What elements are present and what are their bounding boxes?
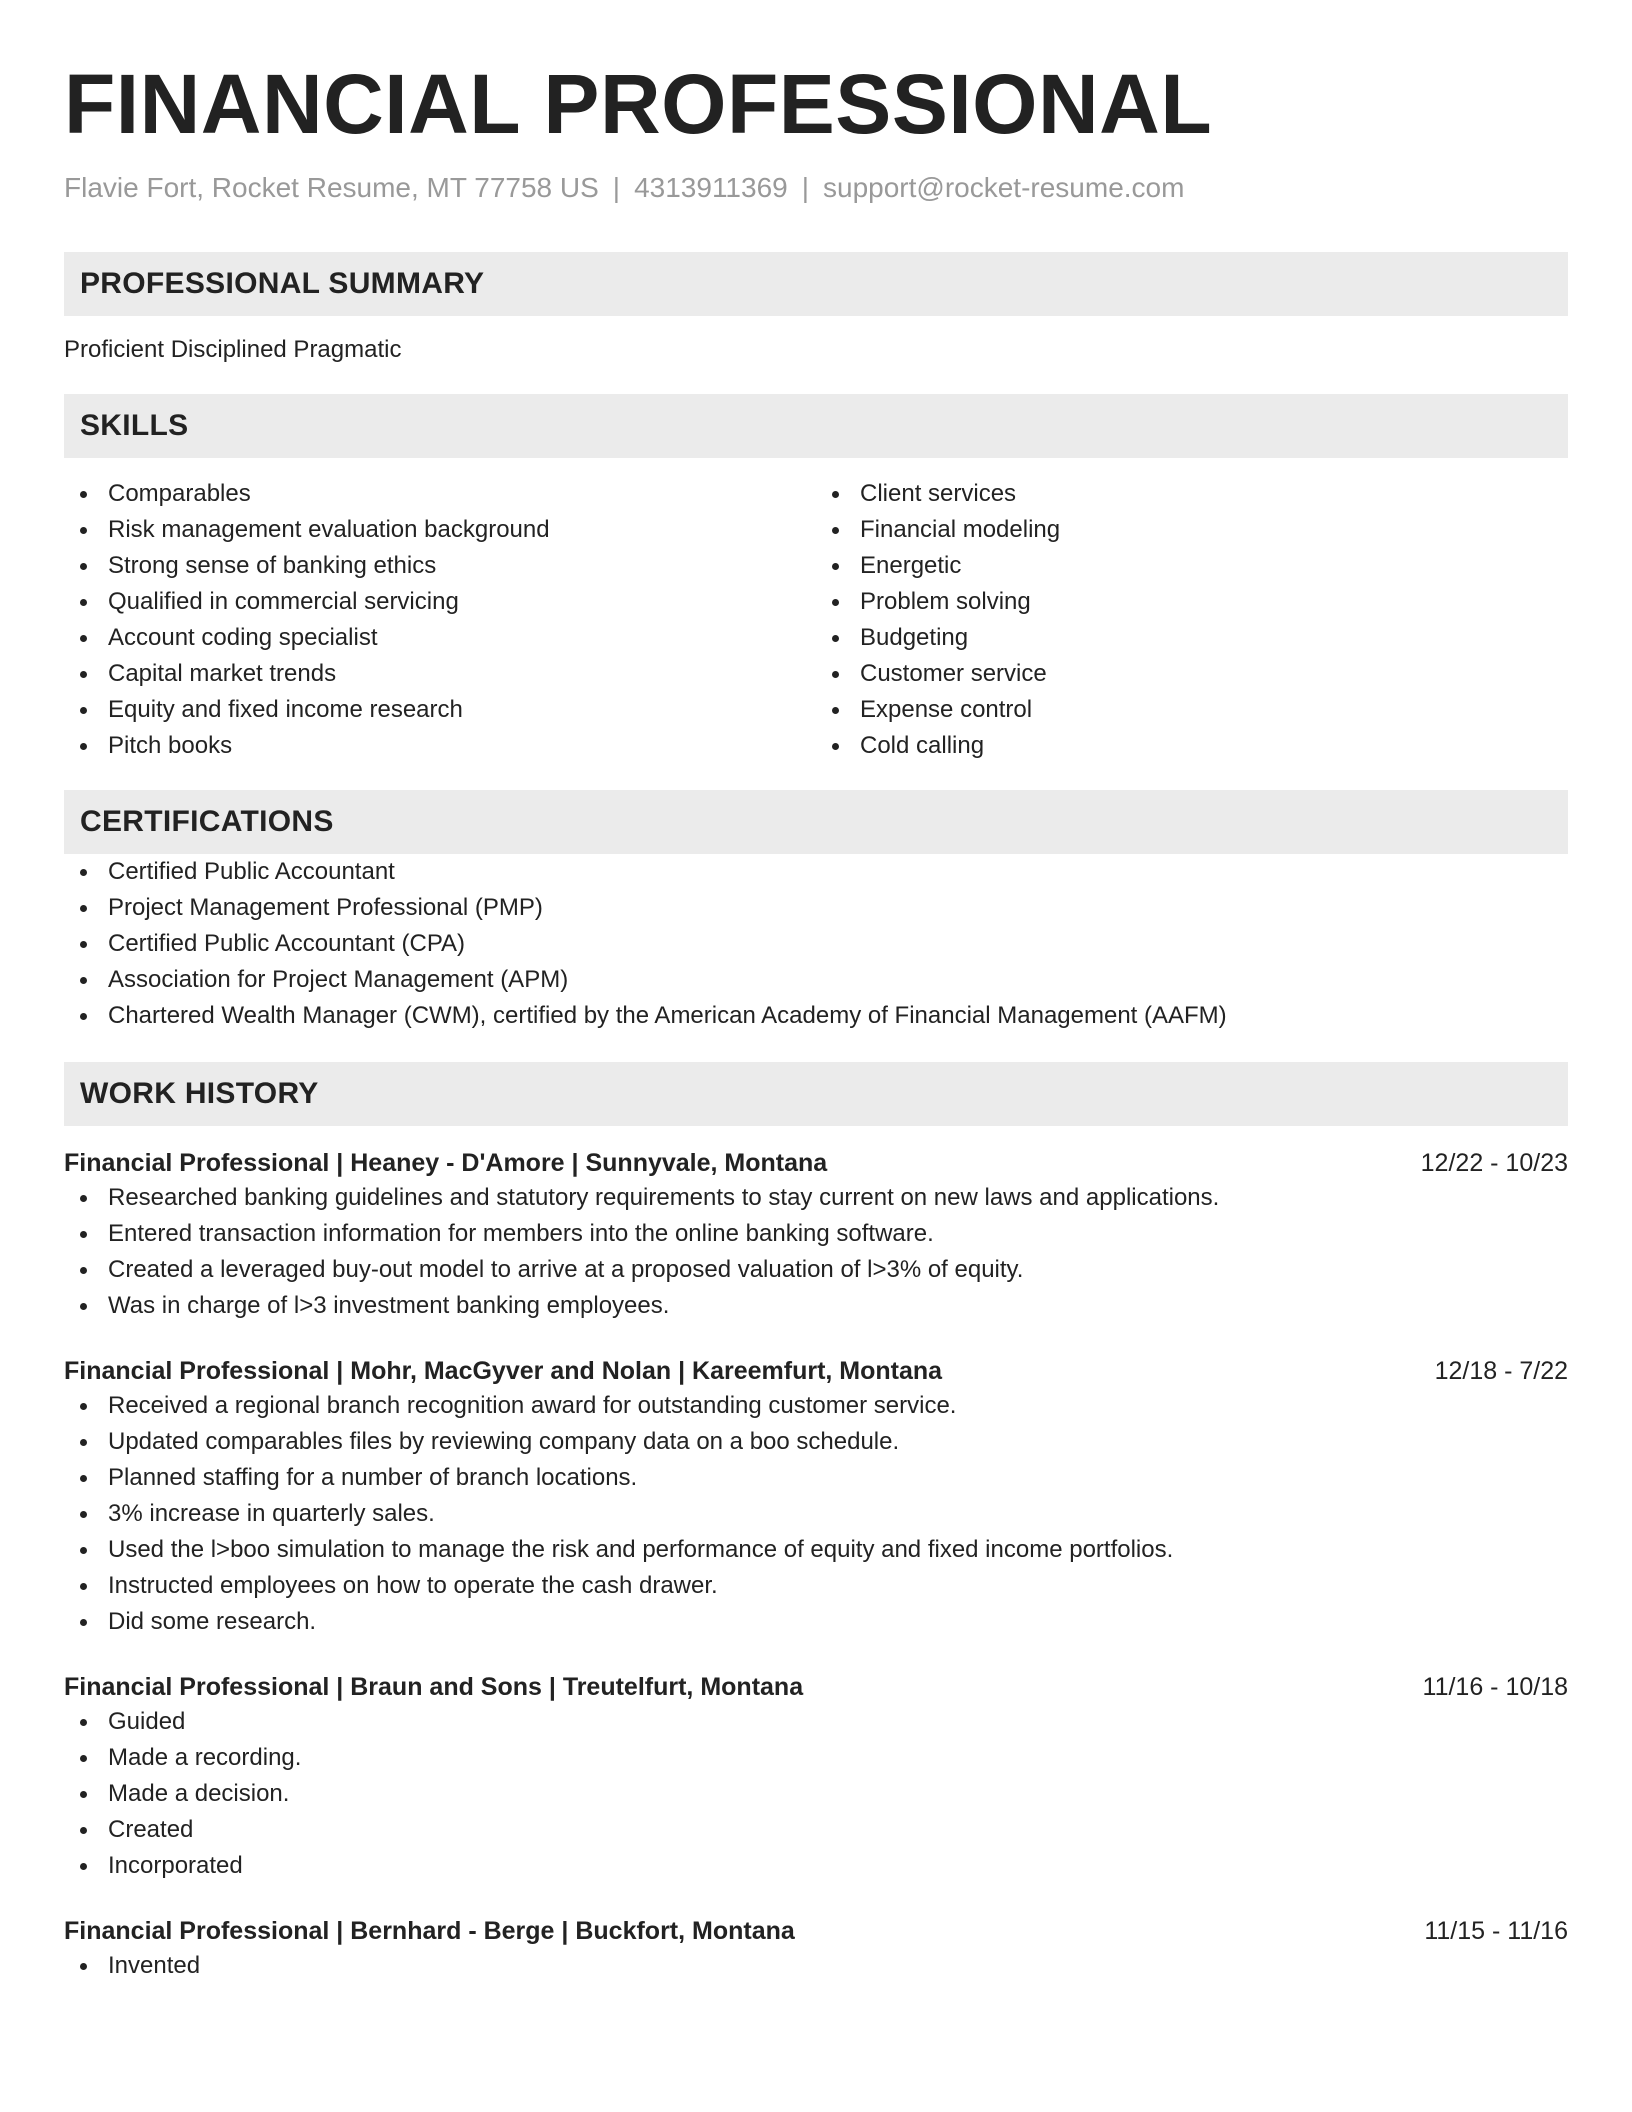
certification-item: Chartered Wealth Manager (CWM), certified by the American Academy of Financial Management (AAFM) [64,998,1568,1034]
job-bullet: Created [64,1812,1568,1848]
skills-left-list [64,476,816,764]
job-bullet-list [64,1180,1568,1324]
job-entry [64,1354,1568,1640]
skill-item: Risk management evaluation background [64,512,816,548]
job-title: Financial Professional | Heaney - D'Amore | Sunnyvale, Montana [64,1149,828,1177]
job-title: Financial Professional | Bernhard - Berge | Buckfort, Montana [64,1917,795,1945]
job-header [64,1914,1568,1948]
skills-heading: SKILLS [64,394,1568,458]
contact-separator: | [801,172,810,203]
certification-item: Association for Project Management (APM) [64,962,1568,998]
contact-phone: 4313911369 [634,172,788,203]
job-header [64,1354,1568,1388]
skill-item: Financial modeling [816,512,1568,548]
job-bullet-list [64,1948,1568,1984]
certifications-heading: CERTIFICATIONS [64,790,1568,854]
skill-item: Strong sense of banking ethics [64,548,816,584]
job-bullet: Guided [64,1704,1568,1740]
job-entry [64,1146,1568,1324]
skill-item: Energetic [816,548,1568,584]
job-bullet: Received a regional branch recognition award for outstanding customer service. [64,1388,1568,1424]
job-dates: 12/18 - 7/22 [1434,1357,1568,1385]
job-bullet: 3% increase in quarterly sales. [64,1496,1568,1532]
job-bullet: Did some research. [64,1604,1568,1640]
skills-left-column [64,476,816,764]
job-entry [64,1670,1568,1884]
job-bullet: Made a decision. [64,1776,1568,1812]
summary-text: Proficient Disciplined Pragmatic [64,336,402,363]
job-bullet: Planned staffing for a number of branch locations. [64,1460,1568,1496]
skill-item: Pitch books [64,728,816,764]
certification-item: Certified Public Accountant [64,854,1568,890]
certification-item: Project Management Professional (PMP) [64,890,1568,926]
skill-item: Cold calling [816,728,1568,764]
skills-right-column [816,476,1568,764]
job-bullet: Created a leveraged buy-out model to arrive at a proposed valuation of l>3% of equity. [64,1252,1568,1288]
certification-item: Certified Public Accountant (CPA) [64,926,1568,962]
job-bullet: Made a recording. [64,1740,1568,1776]
job-dates: 11/15 - 11/16 [1424,1917,1568,1945]
job-bullet: Instructed employees on how to operate the cash drawer. [64,1568,1568,1604]
contact-separator: | [612,172,621,203]
skill-item: Account coding specialist [64,620,816,656]
skill-item: Qualified in commercial servicing [64,584,816,620]
page-title: FINANCIAL PROFESSIONAL [64,57,1213,151]
contact-address: Flavie Fort, Rocket Resume, MT 77758 US [64,172,599,203]
job-bullet: Used the l>boo simulation to manage the risk and performance of equity and fixed income portfolios. [64,1532,1568,1568]
job-header [64,1146,1568,1180]
contact-line [64,170,1568,206]
skill-item: Capital market trends [64,656,816,692]
job-dates: 11/16 - 10/18 [1422,1673,1568,1701]
contact-email: support@rocket-resume.com [823,172,1185,203]
job-header [64,1670,1568,1704]
work-history-heading: WORK HISTORY [64,1062,1568,1126]
job-dates: 12/22 - 10/23 [1420,1149,1568,1177]
job-bullet-list [64,1388,1568,1640]
job-title: Financial Professional | Mohr, MacGyver and Nolan | Kareemfurt, Montana [64,1357,943,1385]
job-bullet: Researched banking guidelines and statutory requirements to stay current on new laws and applications. [64,1180,1568,1216]
job-bullet-list [64,1704,1568,1884]
skill-item: Budgeting [816,620,1568,656]
skill-item: Problem solving [816,584,1568,620]
skill-item: Client services [816,476,1568,512]
skill-item: Comparables [64,476,816,512]
job-bullet: Incorporated [64,1848,1568,1884]
skill-item: Equity and fixed income research [64,692,816,728]
job-title: Financial Professional | Braun and Sons | Treutelfurt, Montana [64,1673,804,1701]
job-entry [64,1914,1568,1984]
skills-right-list [816,476,1568,764]
skill-item: Expense control [816,692,1568,728]
certifications-list [64,854,1568,1034]
skill-item: Customer service [816,656,1568,692]
skills-columns [64,476,1568,764]
job-bullet: Updated comparables files by reviewing company data on a boo schedule. [64,1424,1568,1460]
job-bullet: Was in charge of l>3 investment banking employees. [64,1288,1568,1324]
job-bullet: Invented [64,1948,1568,1984]
job-bullet: Entered transaction information for members into the online banking software. [64,1216,1568,1252]
summary-heading: PROFESSIONAL SUMMARY [64,252,1568,316]
